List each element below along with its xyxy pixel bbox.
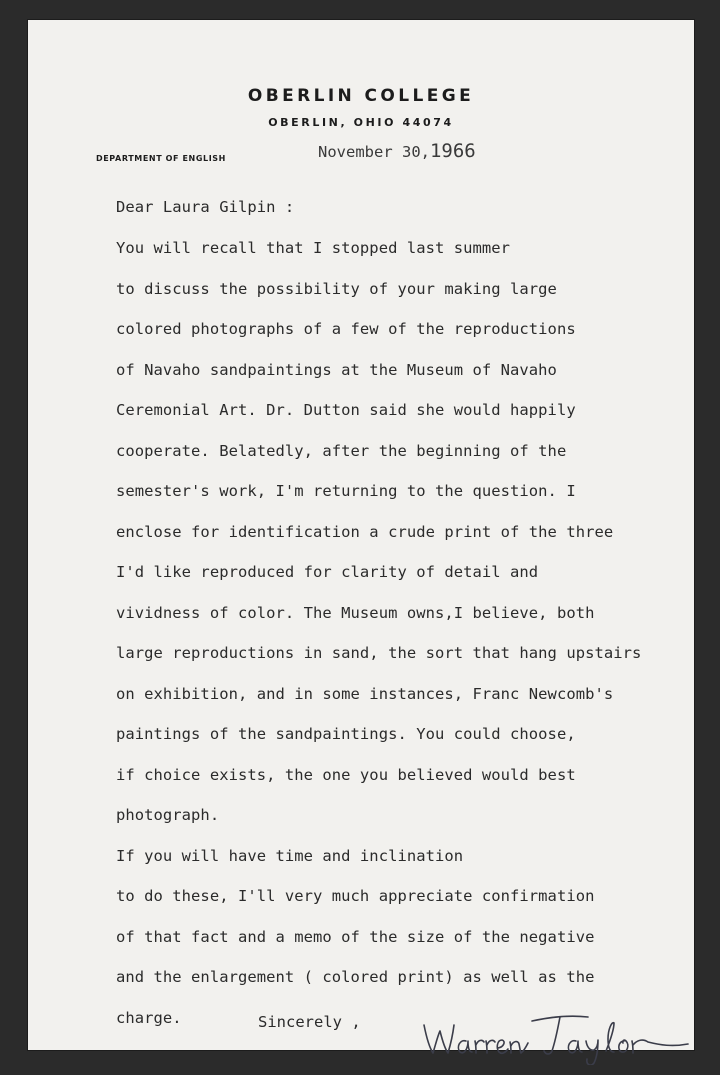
body-line: cooperate. Belatedly, after the beginning of the [116, 441, 567, 460]
body-line: You will recall that I stopped last summer [116, 239, 511, 257]
letter-page [28, 20, 694, 1050]
body-line: charge. [116, 1008, 182, 1027]
body-line: vividness of color. The Museum owns,I believe, both [116, 603, 595, 622]
body-line: large reproductions in sand, the sort that hang upstairs [116, 644, 642, 662]
body-line: Ceremonial Art. Dr. Dutton said she would happily [116, 401, 576, 419]
date-prefix: November 30, [318, 143, 430, 161]
body-line: of that fact and a memo of the size of the negative [116, 927, 595, 946]
body-line: If you will have time and inclination [116, 846, 464, 865]
body-line: on exhibition, and in some instances, Franc Newcomb's [116, 684, 614, 703]
letterhead-institution: OBERLIN COLLEGE [247, 86, 475, 106]
body-line: of Navaho sandpaintings at the Museum of Navaho [116, 360, 557, 379]
date-year: 1966 [429, 140, 476, 162]
body-line: colored photographs of a few of the reproductions [116, 320, 576, 338]
body-line: paintings of the sandpaintings. You could choose, [116, 725, 576, 743]
salutation: Dear Laura Gilpin : [116, 198, 295, 216]
body-line: if choice exists, the one you believed would best [116, 765, 576, 784]
letterhead-address: OBERLIN, OHIO 44074 [268, 116, 454, 129]
body-line: to do these, I'll very much appreciate confirmation [116, 887, 595, 905]
body-line: semester's work, I'm returning to the question. I [116, 482, 576, 500]
letter-date [318, 140, 476, 162]
body-line: photograph. [116, 806, 220, 824]
body-line: I'd like reproduced for clarity of detail and [116, 563, 539, 581]
letterhead-department: DEPARTMENT OF ENGLISH [96, 154, 226, 163]
body-line: and the enlargement ( colored print) as well as the [116, 968, 595, 986]
body-line: to discuss the possibility of your making large [116, 279, 557, 298]
handwritten-signature [420, 995, 690, 1065]
closing: Sincerely , [258, 1013, 361, 1031]
body-line: enclose for identification a crude print of the three [116, 522, 614, 541]
